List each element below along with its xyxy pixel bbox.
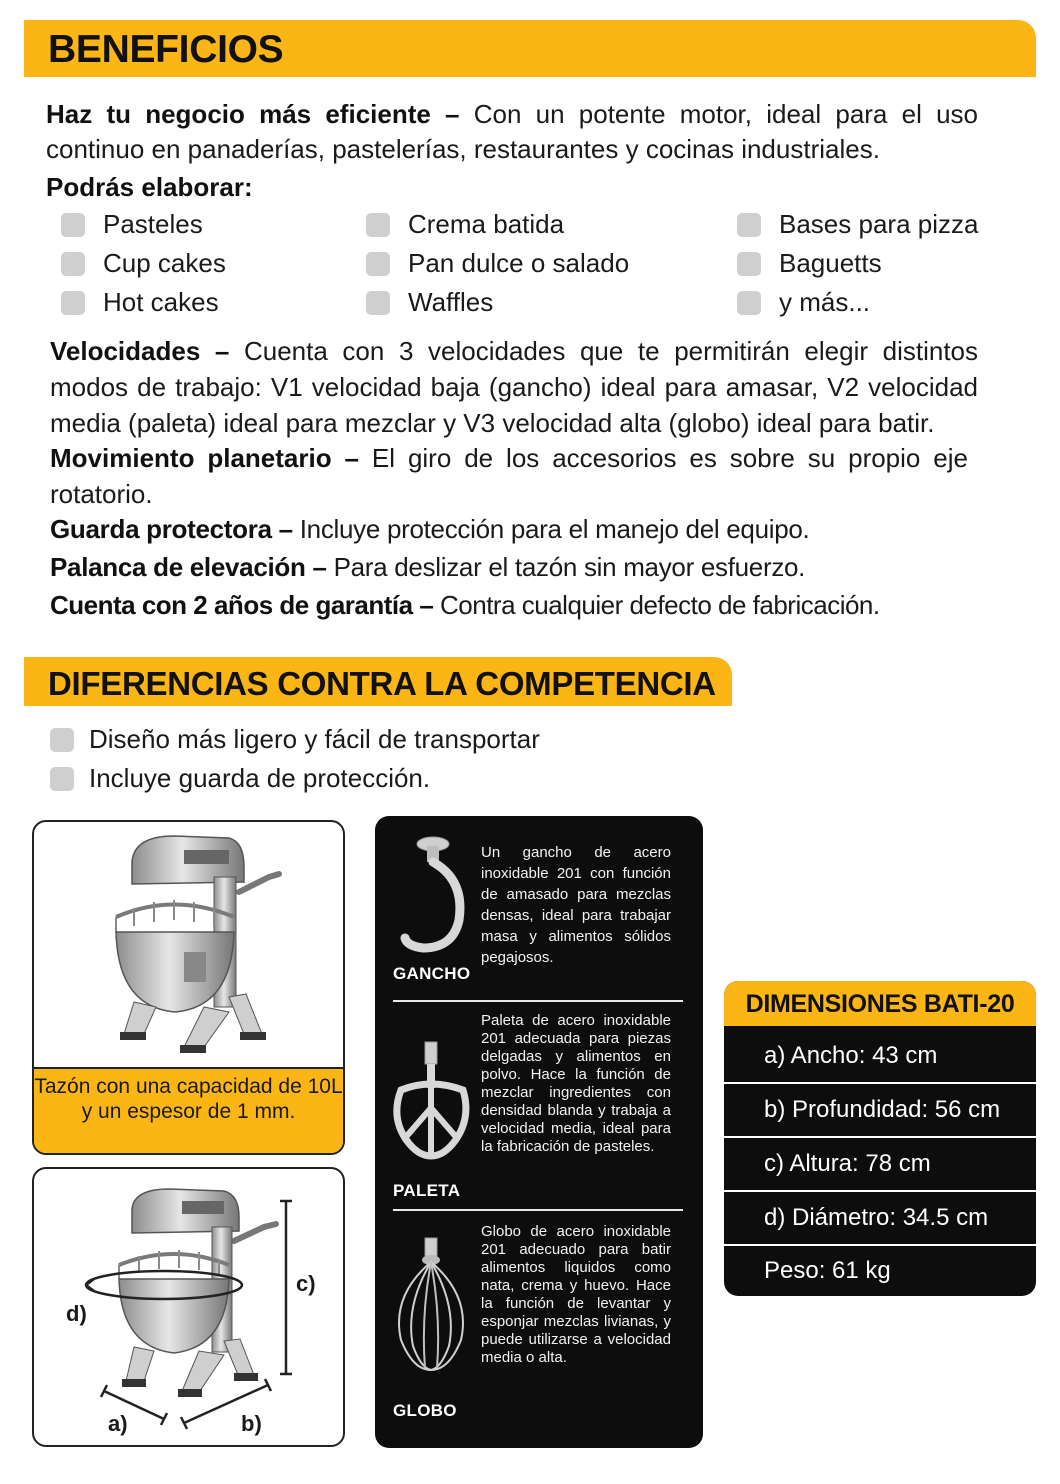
garantia-bold: Cuenta con 2 años de garantía – [50,590,434,620]
mixer-capacity-card [32,820,345,1155]
intro-text: Con un potente motor, ideal para el uso continuo en panaderías, pastelerías, restaurantes y cocinas industriales. [46,99,978,164]
list-item-label: Crema batida [408,209,565,239]
capacity-caption: Tazón con una capacidad de 10L y un espesor de 1 mm. [34,1067,343,1153]
list-item-label: Pan dulce o salado [408,248,630,278]
accessory-divider [393,1209,683,1211]
checkbox-icon [737,252,761,276]
velocidades-paragraph [50,333,978,441]
palanca-text: Para deslizar el tazón sin mayor esfuerzo. [326,552,806,582]
list-item-label: Pasteles [103,209,203,239]
checkbox-icon [50,728,74,752]
list-item-label: y más... [779,287,871,317]
list-item-label: Hot cakes [103,287,219,317]
guarda-bold: Guarda protectora – [50,514,293,544]
dimension-row-profundidad: b) Profundidad: 56 cm [764,1096,1001,1123]
accessory-description-paleta: Paleta de acero inoxidable 201 adecuada para piezas delgadas y alimentos en polvo. Hace la función de mezclar ingredientes con densidad blanda y trabaja a velocidad media, ideal para la fabricación de pasteles. [481,1012,671,1155]
checkbox-icon [61,252,85,276]
podras-heading [46,170,253,205]
list-item-label: Baguetts [779,248,882,278]
dimension-row-ancho: a) Ancho: 43 cm [764,1042,938,1069]
dimensions-panel [724,981,1036,1296]
list-item-label: Diseño más ligero y fácil de transportar [89,724,540,754]
accessory-name-paleta: PALETA [393,1181,461,1200]
list-item-label: Bases para pizza [779,209,979,239]
dough-hook-icon [393,830,483,960]
dimension-label-c: c) [296,1271,316,1296]
movimiento-bold: Movimiento planetario – [50,443,359,473]
checkbox-icon [366,213,390,237]
movimiento-text: El giro de los accesorios es sobre su propio eje rotatorio. [50,443,968,509]
beneficios-title: BENEFICIOS [48,28,284,71]
diferencias-title: DIFERENCIAS CONTRA LA COMPETENCIA [48,665,716,702]
accessory-name-gancho: GANCHO [393,964,471,983]
list-item-label: Incluye guarda de protección. [89,763,431,793]
diferencias-banner [24,657,732,706]
checkbox-icon [61,291,85,315]
dimension-label-d: d) [66,1301,87,1326]
movimiento-paragraph [50,440,968,512]
checkbox-icon [50,767,74,791]
wire-whisk-icon [385,1236,475,1386]
accessory-description-gancho: Un gancho de acero inoxidable 201 con función de amasado para mezclas densas, ideal para trabajar masa y alimentos sólidos pegajosos. [481,844,671,966]
dimension-label-b: b) [241,1411,262,1436]
garantia-text: Contra cualquier defecto de fabricación. [433,590,880,620]
guarda-text: Incluye protección para el manejo del equipo. [292,514,810,544]
checkbox-icon [366,291,390,315]
dimension-row-diametro: d) Diámetro: 34.5 cm [764,1204,989,1231]
accessories-panel [375,816,703,1448]
checkbox-icon [61,213,85,237]
dimension-row-peso: Peso: 61 kg [764,1257,891,1284]
velocidades-text: Cuenta con 3 velocidades que te permitirán elegir distintos modos de trabajo: V1 velocidad baja (gancho) ideal para amasar, V2 velocidad media (paleta) ideal para mezclar y V3 velocidad alta (globo) ideal para batir. [50,336,979,438]
intro-paragraph [46,97,978,167]
accessory-name-globo: GLOBO [393,1401,457,1420]
checkbox-icon [366,252,390,276]
mixer-dimensions-card [32,1167,345,1447]
podras-label: Podrás elaborar: [46,172,253,202]
velocidades-bold: Velocidades – [50,336,230,366]
dimensions-title: DIMENSIONES BATI-20 [724,981,1036,1026]
accessory-description-globo: Globo de acero inoxidable 201 adecuado para batir alimentos liquidos como nata, crema y huevo. Hace la función de levantar y esponjar mezclas livianas, y puede utilizarse a velocidad media o alta. [481,1223,671,1366]
palanca-bold: Palanca de elevación – [50,552,327,582]
list-item-label: Waffles [408,287,494,317]
beneficios-banner [24,20,1036,77]
dimension-row-altura: c) Altura: 78 cm [764,1150,931,1177]
list-item-label: Cup cakes [103,248,226,278]
checkbox-icon [737,291,761,315]
accessory-divider [393,1000,683,1002]
flat-beater-icon [387,1038,477,1168]
dimension-label-a: a) [108,1411,128,1436]
guarda-paragraph [50,512,1000,547]
stand-mixer-icon [34,822,343,1067]
intro-bold: Haz tu negocio más eficiente – [46,99,460,129]
checkbox-icon [737,213,761,237]
palanca-paragraph [50,550,1000,585]
garantia-paragraph [50,588,1010,623]
